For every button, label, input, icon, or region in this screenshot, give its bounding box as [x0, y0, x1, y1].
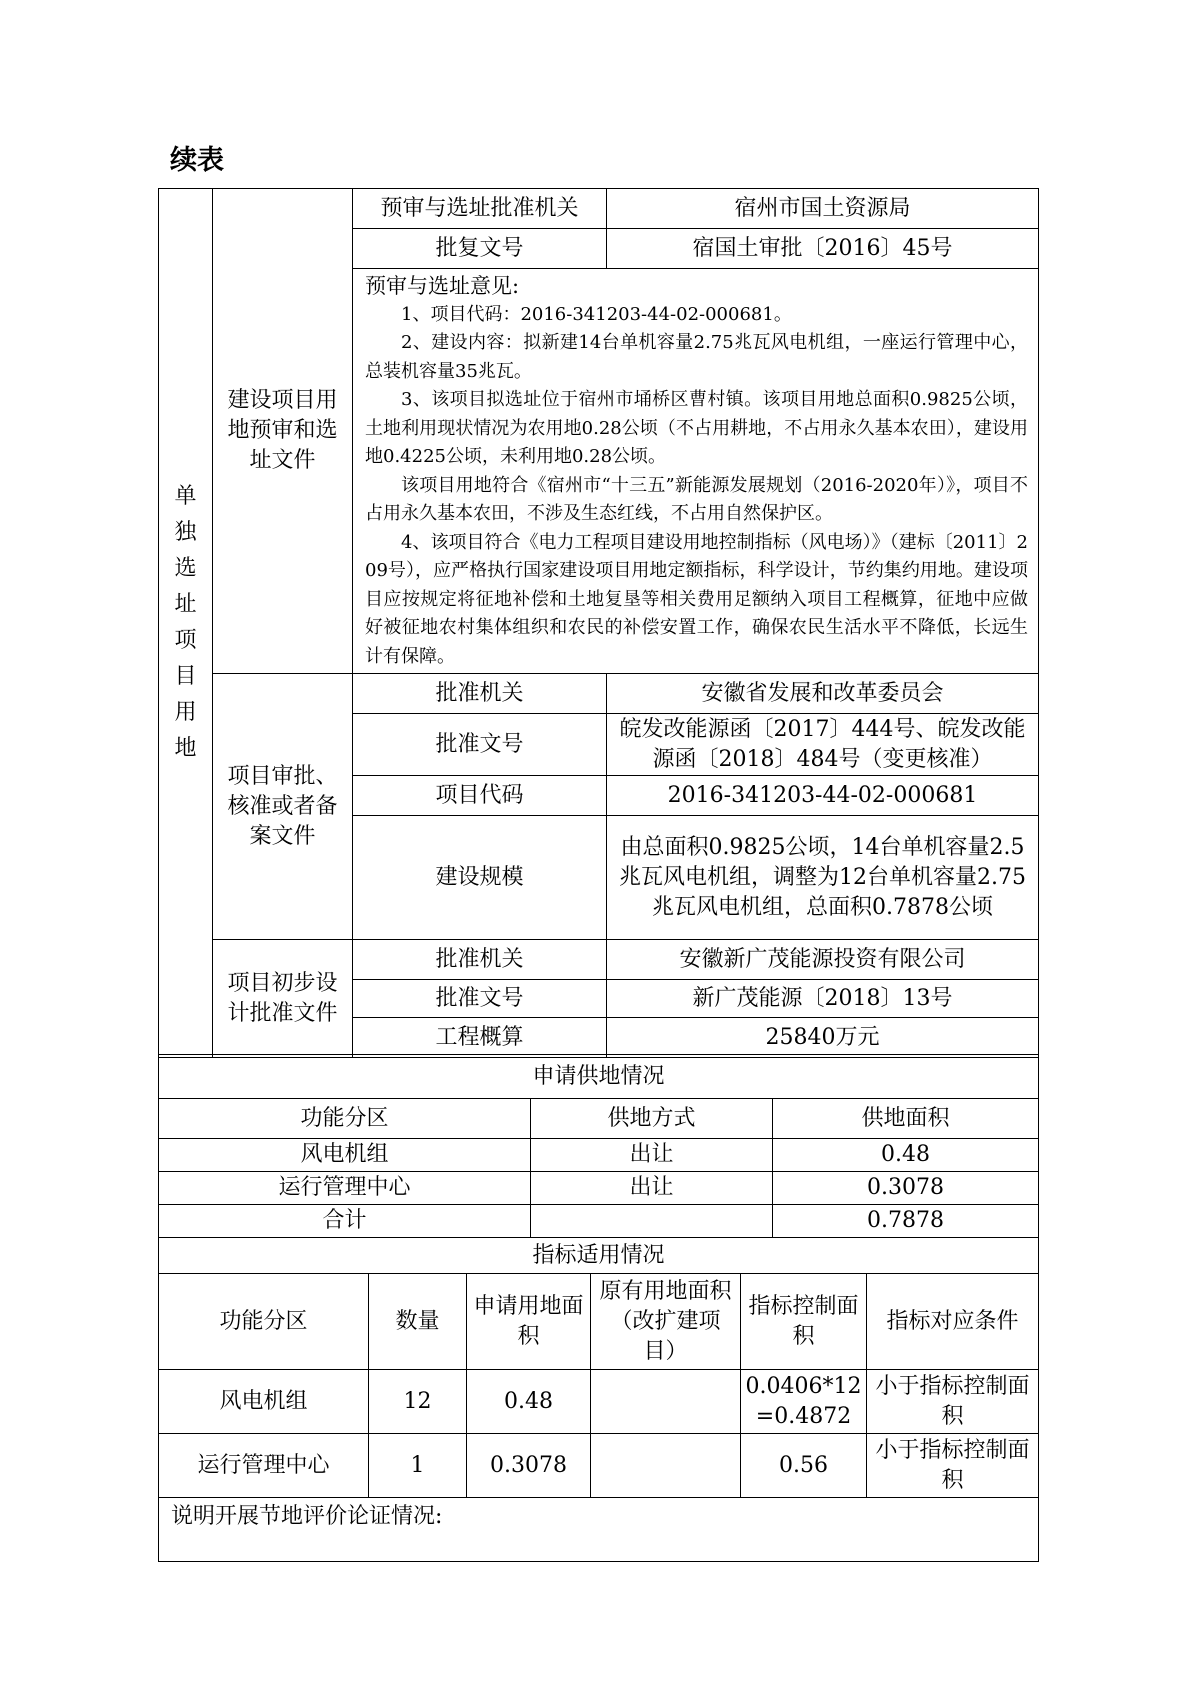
index-cell — [591, 1434, 741, 1498]
index-header: 指标控制面积 — [741, 1274, 867, 1370]
opinion-paragraph: 3、该项目拟选址位于宿州市埇桥区曹村镇。该项目用地总面积0.9825公顷，土地利用现状情况为农用地0.28公顷（不占用耕地，不占用永久基本农田），建设用地0.4225公顷，未利用地0.28公顷。 — [365, 389, 1028, 467]
table-row — [159, 1139, 1039, 1172]
single-site-label: 单独选址项目用地 — [159, 189, 213, 1058]
approval-value: 皖发改能源函〔2017〕444号、皖发改能源函〔2018〕484号（变更核准） — [607, 714, 1039, 776]
preselect-docno-value: 宿国土审批〔2016〕45号 — [607, 229, 1039, 269]
supply-cell: 风电机组 — [159, 1139, 531, 1172]
preselect-authority-value: 宿州市国土资源局 — [607, 189, 1039, 229]
design-label: 批准文号 — [353, 980, 607, 1018]
supply-cell: 出让 — [531, 1172, 773, 1205]
index-header: 指标对应条件 — [867, 1274, 1039, 1370]
approval-label: 项目代码 — [353, 776, 607, 816]
land-supply-table — [158, 1054, 1039, 1238]
index-cell: 0.56 — [741, 1434, 867, 1498]
preselect-docno-label: 批复文号 — [353, 229, 607, 269]
index-table — [158, 1237, 1039, 1562]
conservation-note: 说明开展节地评价论证情况: — [159, 1498, 1039, 1562]
supply-cell: 0.48 — [773, 1139, 1039, 1172]
preselect-doc-label: 建设项目用地预审和选址文件 — [213, 189, 353, 674]
supply-cell: 0.3078 — [773, 1172, 1039, 1205]
index-cell: 风电机组 — [159, 1370, 369, 1434]
design-value: 新广茂能源〔2018〕13号 — [607, 980, 1039, 1018]
approval-label: 批准机关 — [353, 674, 607, 714]
table-row — [159, 1205, 1039, 1238]
site-selection-table — [158, 188, 1039, 1058]
opinion-paragraph: 2、建设内容：拟新建14台单机容量2.75兆瓦风电机组，一座运行管理中心，总装机容量35兆瓦。 — [365, 332, 1028, 382]
table-row — [159, 1434, 1039, 1498]
approval-doc-label: 项目审批、核准或者备案文件 — [213, 674, 353, 940]
design-label: 工程概算 — [353, 1018, 607, 1058]
page-heading: 续表 — [170, 145, 224, 176]
index-cell: 0.48 — [467, 1370, 591, 1434]
opinion-paragraph: 4、该项目符合《电力工程项目建设用地控制指标（风电场）》（建标〔2011〕209号），应严格执行国家建设项目用地定额指标，科学设计，节约集约用地。建设项目应按规定将征地补偿和土地复垦等相关费用足额纳入项目工程概算，征地中应做好被征地农村集体组织和农民的补偿安置工作，确保农民生活水平不降低，长远生计有保障。 — [365, 531, 1028, 667]
supply-header: 供地方式 — [531, 1099, 773, 1139]
approval-value: 安徽省发展和改革委员会 — [607, 674, 1039, 714]
index-cell: 小于指标控制面积 — [867, 1434, 1039, 1498]
supply-cell: 合计 — [159, 1205, 531, 1238]
preselect-opinion — [353, 269, 1039, 674]
index-cell: 0.0406*12=0.4872 — [741, 1370, 867, 1434]
index-header: 原有用地面积（改扩建项目） — [591, 1274, 741, 1370]
preselect-authority-label: 预审与选址批准机关 — [353, 189, 607, 229]
table-row — [159, 1172, 1039, 1205]
opinion-paragraph: 该项目用地符合《宿州市“十三五”新能源发展规划（2016-2020年）》，项目不占用永久基本农田，不涉及生态红线，不占用自然保护区。 — [365, 474, 1028, 524]
supply-title: 申请供地情况 — [159, 1055, 1039, 1099]
supply-header: 功能分区 — [159, 1099, 531, 1139]
table-row — [159, 1370, 1039, 1434]
supply-cell: 运行管理中心 — [159, 1172, 531, 1205]
index-cell: 小于指标控制面积 — [867, 1370, 1039, 1434]
approval-label: 建设规模 — [353, 816, 607, 940]
supply-cell: 出让 — [531, 1139, 773, 1172]
design-doc-label: 项目初步设计批准文件 — [213, 940, 353, 1058]
approval-value: 2016-341203-44-02-000681 — [607, 776, 1039, 816]
index-cell: 1 — [369, 1434, 467, 1498]
supply-header: 供地面积 — [773, 1099, 1039, 1139]
approval-value: 由总面积0.9825公顷，14台单机容量2.5兆瓦风电机组，调整为12台单机容量2.75兆瓦风电机组，总面积0.7878公顷 — [607, 816, 1039, 940]
design-value: 25840万元 — [607, 1018, 1039, 1058]
index-title: 指标适用情况 — [159, 1238, 1039, 1274]
supply-cell — [531, 1205, 773, 1238]
index-cell — [591, 1370, 741, 1434]
approval-label: 批准文号 — [353, 714, 607, 776]
opinion-paragraph: 1、项目代码：2016-341203-44-02-000681。 — [401, 303, 792, 325]
index-header: 申请用地面积 — [467, 1274, 591, 1370]
design-value: 安徽新广茂能源投资有限公司 — [607, 940, 1039, 980]
index-header: 数量 — [369, 1274, 467, 1370]
supply-cell: 0.7878 — [773, 1205, 1039, 1238]
design-label: 批准机关 — [353, 940, 607, 980]
opinion-title: 预审与选址意见: — [365, 274, 520, 298]
index-cell: 12 — [369, 1370, 467, 1434]
index-cell: 运行管理中心 — [159, 1434, 369, 1498]
index-header: 功能分区 — [159, 1274, 369, 1370]
index-cell: 0.3078 — [467, 1434, 591, 1498]
